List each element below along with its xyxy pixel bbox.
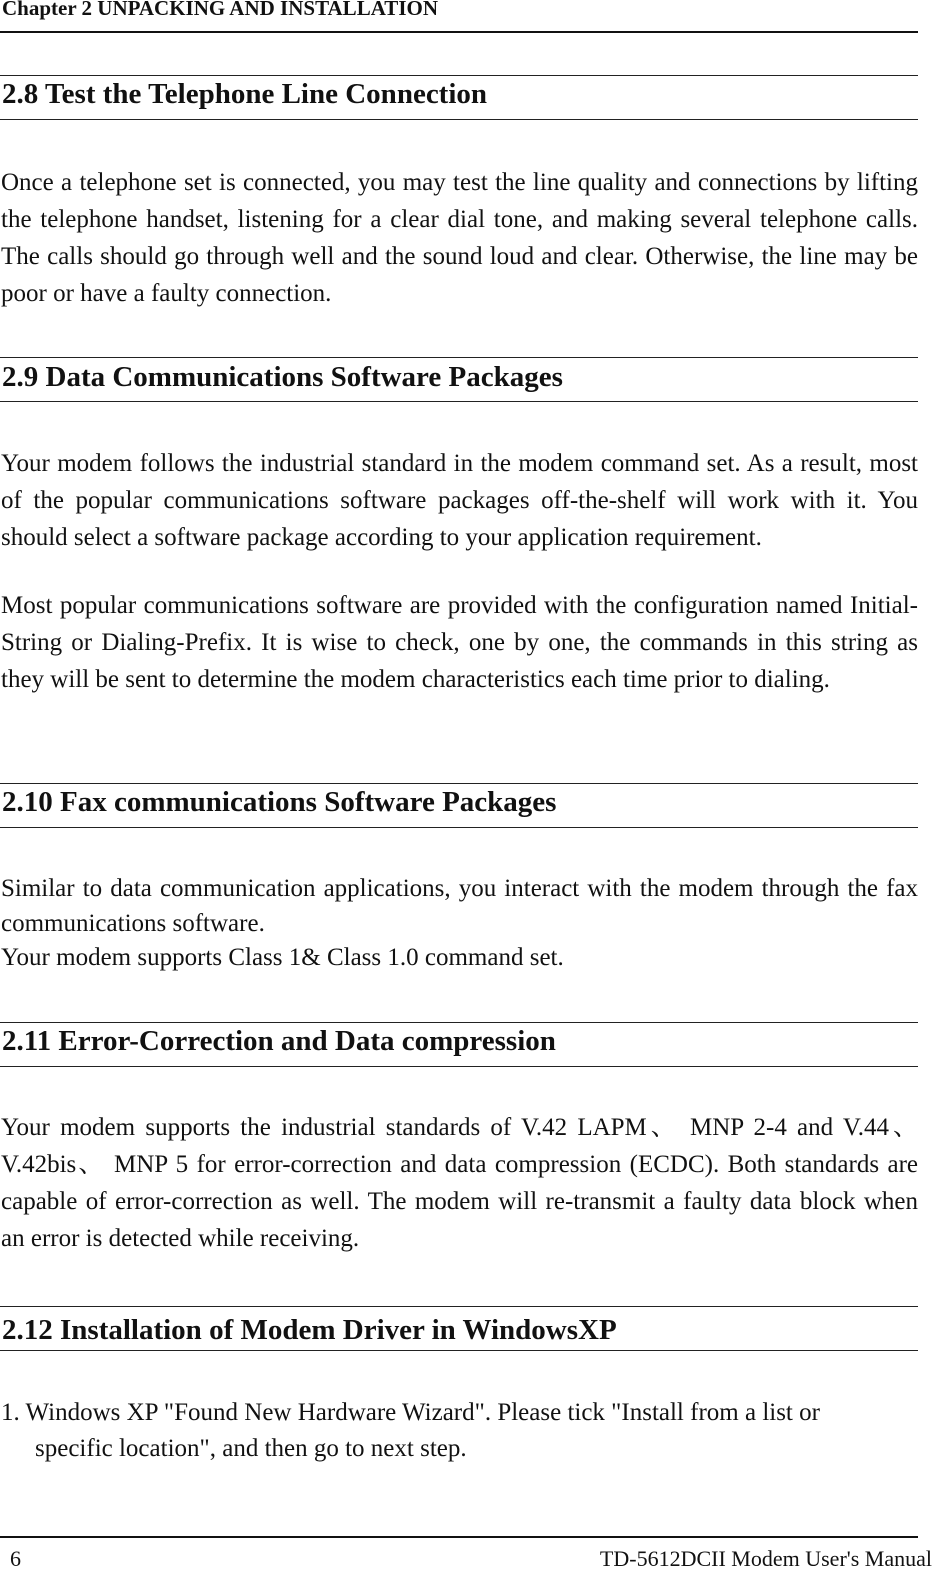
list-item-text: 1. Windows XP "Found New Hardware Wizard". Please tick "Install from a list or bbox=[1, 1399, 820, 1426]
footer-divider bbox=[0, 1536, 918, 1538]
page-number: 6 bbox=[10, 1546, 21, 1571]
section-2-9-bottom-rule bbox=[0, 401, 918, 402]
section-2-11-title: 2.11 Error-Correction and Data compression bbox=[2, 1025, 556, 1057]
section-2-9-paragraph-1: Your modem follows the industrial standard in the modem command set. As a result, most of the popular communications software packages off-the-shelf will work with it. You should select a software package according to your application requirement. bbox=[1, 450, 918, 551]
section-2-11-paragraph: Your modem supports the industrial standards of V.42 LAPM、 MNP 2-4 and V.44、 V.42bis、 MNP 5 for error-correction and data compression (ECDC). Both standards are capable of error-correction as well. The modem will re-transmit a faulty data block when an error is detected while receiving. bbox=[1, 1114, 918, 1252]
section-2-11-top-rule bbox=[0, 1022, 918, 1023]
section-2-8-top-rule bbox=[0, 75, 918, 76]
section-2-9-title: 2.9 Data Communications Software Packages bbox=[2, 361, 563, 393]
section-2-11-bottom-rule bbox=[0, 1066, 918, 1067]
section-2-10-bottom-rule bbox=[0, 827, 918, 828]
list-item-continuation: specific location", and then go to next step. bbox=[35, 1435, 467, 1462]
section-2-9-top-rule bbox=[0, 357, 918, 358]
section-2-10-top-rule bbox=[0, 783, 918, 784]
section-2-10-paragraph-2: Your modem supports Class 1& Class 1.0 command set. bbox=[1, 944, 564, 971]
section-2-12-top-rule bbox=[0, 1306, 918, 1307]
section-2-8-paragraph: Once a telephone set is connected, you may test the line quality and connections by lifting the telephone handset, listening for a clear dial tone, and making several telephone calls. The calls should go through well and the sound loud and clear. Otherwise, the line may be poor or have a faulty connection. bbox=[1, 169, 918, 307]
section-2-10-paragraph-1: Similar to data communication applications, you interact with the modem through the fax communications software. bbox=[1, 875, 918, 937]
manual-name: TD-5612DCII Modem User's Manual bbox=[599, 1546, 932, 1571]
chapter-header: Chapter 2 UNPACKING AND INSTALLATION bbox=[2, 0, 438, 20]
section-2-8-title: 2.8 Test the Telephone Line Connection bbox=[2, 78, 488, 110]
header-divider bbox=[0, 31, 918, 33]
section-2-12-title: 2.12 Installation of Modem Driver in WindowsXP bbox=[2, 1314, 617, 1346]
list-item bbox=[1, 1395, 918, 1467]
section-2-10-title: 2.10 Fax communications Software Packages bbox=[2, 786, 557, 818]
section-2-12-bottom-rule bbox=[0, 1350, 918, 1351]
section-2-9-paragraph-2: Most popular communications software are provided with the configuration named Initial-String or Dialing-Prefix. It is wise to check, one by one, the commands in this string as they will be sent to determine the modem characteristics each time prior to dialing. bbox=[1, 592, 918, 693]
section-2-8-bottom-rule bbox=[0, 119, 918, 120]
